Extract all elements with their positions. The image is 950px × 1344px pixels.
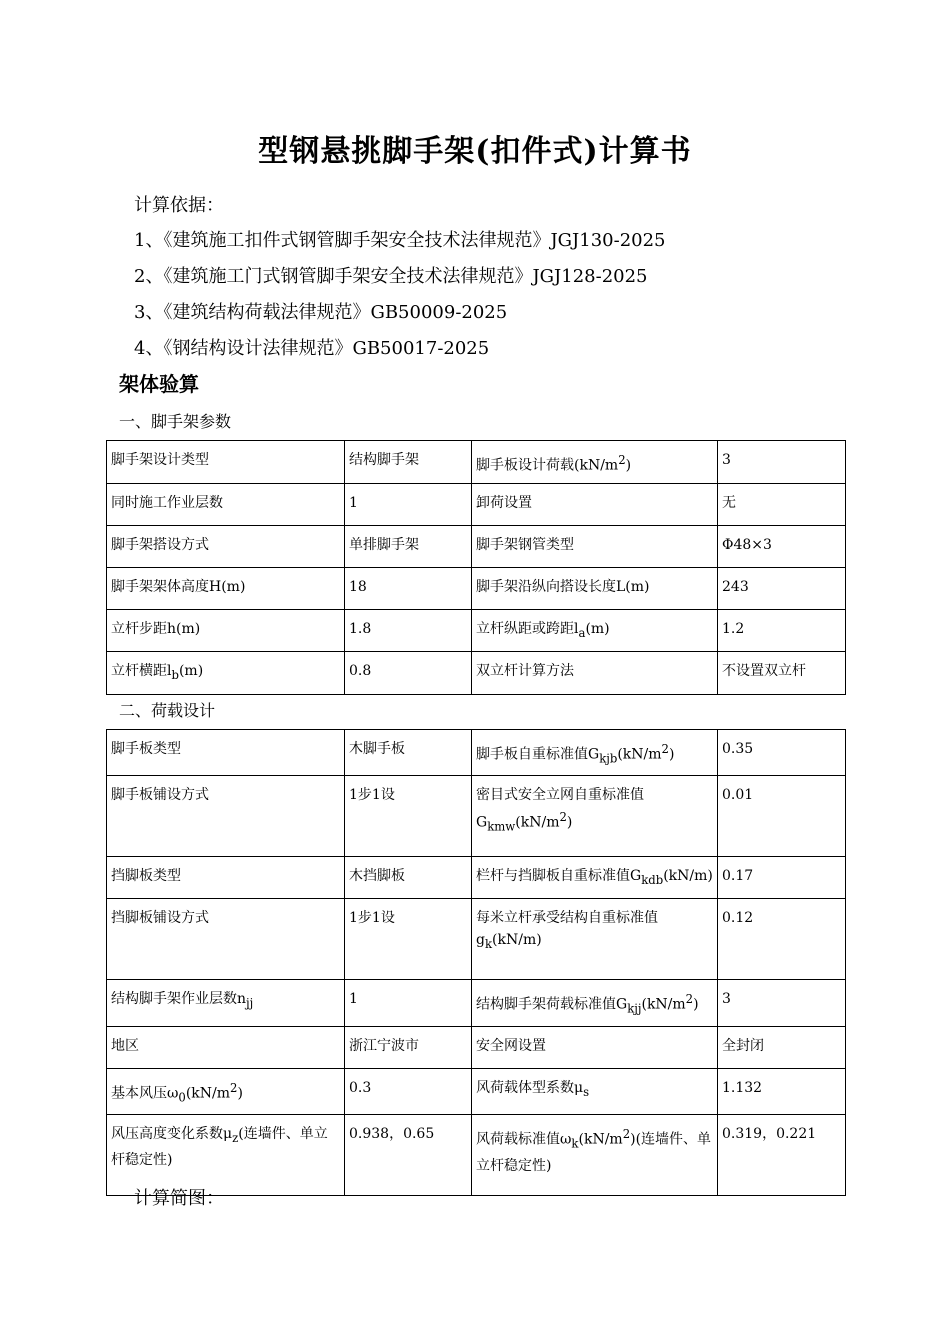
param-label-cell: 脚手板类型 [107,730,345,776]
param-value-cell: 18 [345,568,472,610]
param-value-cell: 1步1设 [345,899,472,980]
param-label-cell: 脚手架搭设方式 [107,526,345,568]
param-value-cell: 1.132 [718,1068,846,1114]
param-value-cell: 不设置双立杆 [718,652,846,695]
diagram-label: 计算简图： [134,1188,224,1209]
basis-item: 4、《钢结构设计法律规范》GB50017-2025 [134,338,490,359]
param-label-cell: 立杆步距h(m) [107,610,345,652]
param-label-cell: 结构脚手架荷载标准值$G_{kjj}(kN/m^2)$ [472,980,718,1026]
table-row [107,484,846,526]
param-value-cell: 0.17 [718,857,846,899]
basis-list [134,227,666,371]
param-value-cell: 3 [718,980,846,1026]
param-value-cell: 全封闭 [718,1026,846,1068]
table-row [107,526,846,568]
basis-item: 2、《建筑施工门式钢管脚手架安全技术法律规范》JGJ128-2025 [134,266,648,287]
param-value-cell: 0.35 [718,730,846,776]
param-value-cell: Φ48×3 [718,526,846,568]
param-label-cell: 卸荷设置 [472,484,718,526]
param-value-cell: 0.3 [345,1068,472,1114]
table-row [107,610,846,652]
param-value-cell: 0.938，0.65 [345,1115,472,1196]
load-design-heading: 二、荷载设计 [119,701,216,720]
param-value-cell: 1步1设 [345,776,472,857]
param-label-cell: 挡脚板类型 [107,857,345,899]
param-label-cell: 挡脚板铺设方式 [107,899,345,980]
param-value-cell: 0.8 [345,652,472,695]
param-value-cell: 1.2 [718,610,846,652]
scaffold-params-heading: 一、脚手架参数 [119,412,232,431]
param-value-cell: 浙江宁波市 [345,1026,472,1068]
param-label-cell: 脚手架钢管类型 [472,526,718,568]
table-row [107,980,846,1026]
param-value-cell: 1 [345,484,472,526]
param-value-cell: 0.01 [718,776,846,857]
table-row [107,857,846,899]
param-value-cell: 0.12 [718,899,846,980]
table-row [107,568,846,610]
param-label-cell: 脚手板自重标准值$G_{kjb}(kN/m^2)$ [472,730,718,776]
param-label-cell: 脚手架沿纵向搭设长度L(m) [472,568,718,610]
scaffold-params-table [106,440,846,695]
table-row [107,441,846,484]
param-value-cell: 0.319，0.221 [718,1115,846,1196]
table-row [107,899,846,980]
param-label-cell: 栏杆与挡脚板自重标准值$G_{kdb}(kN/m)$ [472,857,718,899]
load-design-table [106,729,846,1196]
param-value-cell: 1.8 [345,610,472,652]
param-label-cell: 地区 [107,1026,345,1068]
param-label-cell: 每米立杆承受结构自重标准值$g_k(kN/m)$ [472,899,718,980]
param-label-cell: 脚手架架体高度H(m) [107,568,345,610]
param-value-cell: 木脚手板 [345,730,472,776]
param-value-cell: 木挡脚板 [345,857,472,899]
document-title: 型钢悬挑脚手架(扣件式)计算书 [258,134,692,169]
param-label-cell: 风压高度变化系数$\mu_z$(连墙件、单立杆稳定性) [107,1115,345,1196]
param-label-cell: 立杆横距$l_b(m)$ [107,652,345,695]
param-label-cell: 脚手板铺设方式 [107,776,345,857]
basis-label: 计算依据： [134,195,224,216]
section-heading: 架体验算 [119,372,199,396]
param-label-cell: 安全网设置 [472,1026,718,1068]
table-row [107,776,846,857]
param-label-cell: 风荷载标准值$\omega_k(kN/m^2)$(连墙件、单立杆稳定性) [472,1115,718,1196]
basis-item: 1、《建筑施工扣件式钢管脚手架安全技术法律规范》JGJ130-2025 [134,230,666,251]
param-label-cell: 结构脚手架作业层数$n_{jj}$ [107,980,345,1026]
param-value-cell: 单排脚手架 [345,526,472,568]
param-label-cell: 双立杆计算方法 [472,652,718,695]
param-value-cell: 1 [345,980,472,1026]
param-value-cell: 结构脚手架 [345,441,472,484]
param-label-cell: 脚手板设计荷载$(kN/m^2)$ [472,441,718,484]
param-label-cell: 风荷载体型系数$\mu_s$ [472,1068,718,1114]
table-row [107,1026,846,1068]
param-label-cell: 立杆纵距或跨距$l_a(m)$ [472,610,718,652]
param-value-cell: 无 [718,484,846,526]
param-label-cell: 同时施工作业层数 [107,484,345,526]
param-label-cell: 密目式安全立网自重标准值$G_{kmw}(kN/m^2)$ [472,776,718,857]
table-row [107,652,846,695]
table-row [107,730,846,776]
param-value-cell: 243 [718,568,846,610]
param-label-cell: 脚手架设计类型 [107,441,345,484]
param-value-cell: 3 [718,441,846,484]
table-row [107,1068,846,1114]
basis-item: 3、《建筑结构荷载法律规范》GB50009-2025 [134,302,508,323]
param-label-cell: 基本风压$\omega_0(kN/m^2)$ [107,1068,345,1114]
